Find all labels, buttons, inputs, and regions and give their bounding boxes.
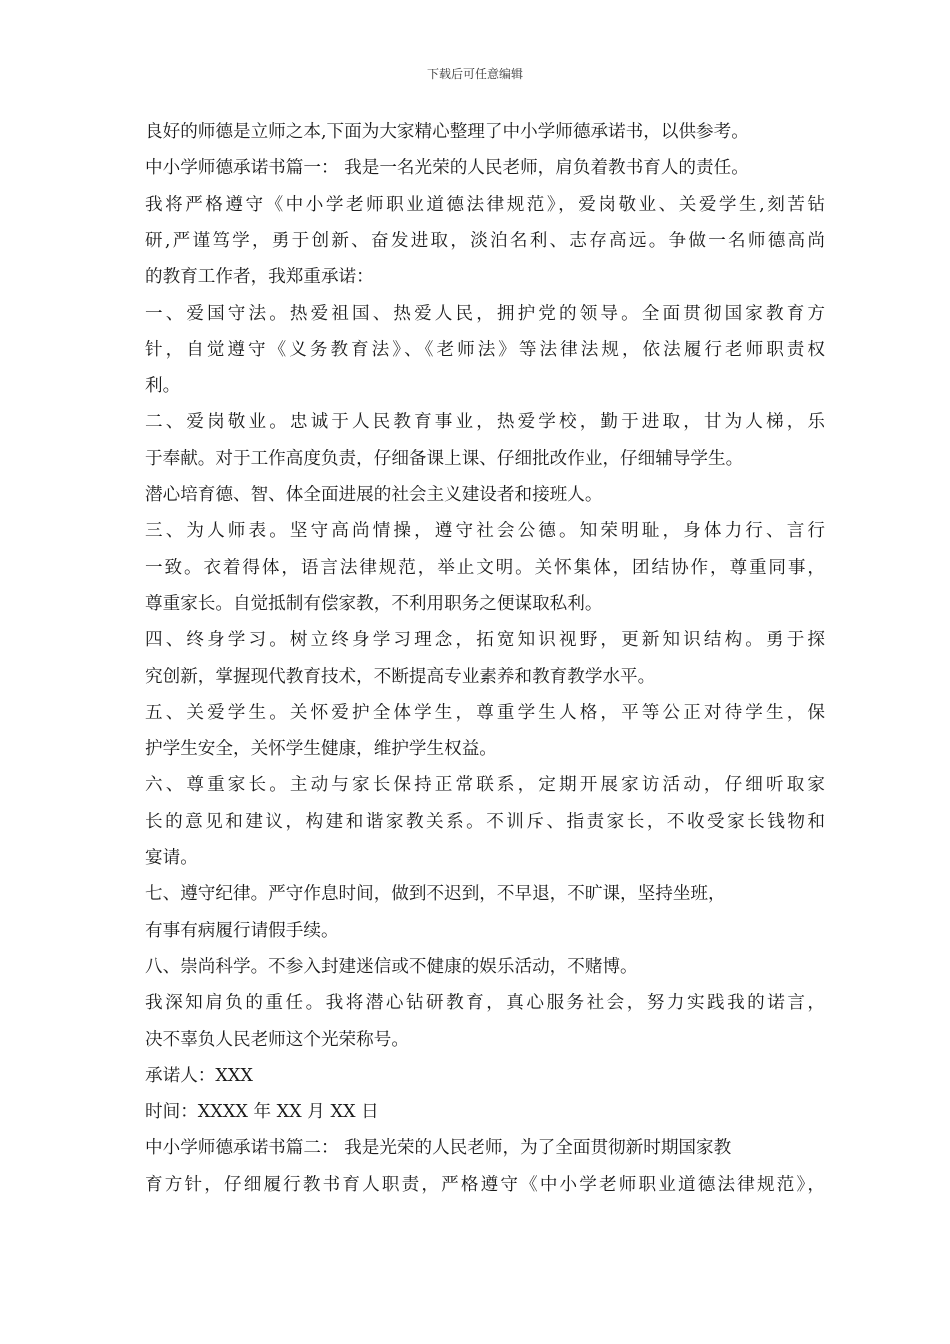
text-line: 六、尊重家长。主动与家长保持正常联系，定期开展家访活动，仔细听取家 xyxy=(145,775,825,795)
text-line: 宴请。 xyxy=(145,848,198,868)
text-line: 尊重家长。自觉抵制有偿家教，不利用职务之便谋取私利。 xyxy=(145,594,603,614)
page-header: 下载后可任意编辑 xyxy=(426,67,523,81)
text-line: 育方针，仔细履行教书育人职责，严格遵守《中小学老师职业道德法律规范》， xyxy=(145,1175,825,1195)
text-line: 时间：XXXX 年 XX 月 XX 日 xyxy=(145,1102,379,1122)
text-line: 有事有病履行请假手续。 xyxy=(145,921,339,941)
text-line: 四、终身学习。树立终身学习理念，拓宽知识视野，更新知识结构。勇于探 xyxy=(145,630,825,650)
text-line: 的教育工作者，我郑重承诺： xyxy=(145,267,374,287)
text-line: 中小学师德承诺书篇二： 我是光荣的人民老师，为了全面贯彻新时期国家教 xyxy=(145,1138,732,1158)
text-line: 利。 xyxy=(145,376,181,396)
text-line: 承诺人：XXX xyxy=(145,1066,253,1086)
text-line: 一致。衣着得体，语言法律规范，举止文明。关怀集体，团结协作，尊重同事， xyxy=(145,558,825,578)
text-line: 良好的师德是立师之本,下面为大家精心整理了中小学师德承诺书，以供参考。 xyxy=(145,122,749,142)
text-line: 八、崇尚科学。不参入封建迷信或不健康的娱乐活动，不赌博。 xyxy=(145,957,638,977)
text-line: 潜心培育德、智、体全面进展的社会主义建设者和接班人。 xyxy=(145,485,603,505)
text-line: 护学生安全，关怀学生健康，维护学生权益。 xyxy=(145,739,497,759)
text-line: 中小学师德承诺书篇一： 我是一名光荣的人民老师，肩负着教书育人的责任。 xyxy=(145,158,749,178)
text-line: 针，自觉遵守《义务教育法》、《老师法》等法律法规，依法履行老师职责权 xyxy=(145,340,825,360)
text-line: 决不辜负人民老师这个光荣称号。 xyxy=(145,1030,409,1050)
text-line: 五、关爱学生。关怀爱护全体学生，尊重学生人格，平等公正对待学生，保 xyxy=(145,703,825,723)
text-line: 二、爱岗敬业。忠诚于人民教育事业，热爱学校，勤于进取，甘为人梯，乐 xyxy=(145,412,825,432)
text-line: 我将严格遵守《中小学老师职业道德法律规范》，爱岗敬业、关爱学生,刻苦钻 xyxy=(145,195,825,215)
text-line: 一、爱国守法。热爱祖国、热爱人民，拥护党的领导。全面贯彻国家教育方 xyxy=(145,304,825,324)
text-line: 于奉献。对于工作高度负责，仔细备课上课、仔细批改作业，仔细辅导学生。 xyxy=(145,449,744,469)
text-line: 究创新，掌握现代教育技术，不断提高专业素养和教育教学水平。 xyxy=(145,667,656,687)
text-line: 研,严谨笃学，勇于创新、奋发进取，淡泊名利、志存高远。争做一名师德高尚 xyxy=(145,231,825,251)
text-line: 七、遵守纪律。严守作息时间，做到不迟到，不早退，不旷课，坚持坐班， xyxy=(145,884,726,904)
text-line: 长的意见和建议，构建和谐家教关系。不训斥、指责家长，不收受家长钱物和 xyxy=(145,812,825,832)
text-line: 我深知肩负的重任。我将潜心钻研教育，真心服务社会，努力实践我的诺言， xyxy=(145,993,825,1013)
text-line: 三、为人师表。坚守高尚情操，遵守社会公德。知荣明耻，身体力行、言行 xyxy=(145,521,825,541)
